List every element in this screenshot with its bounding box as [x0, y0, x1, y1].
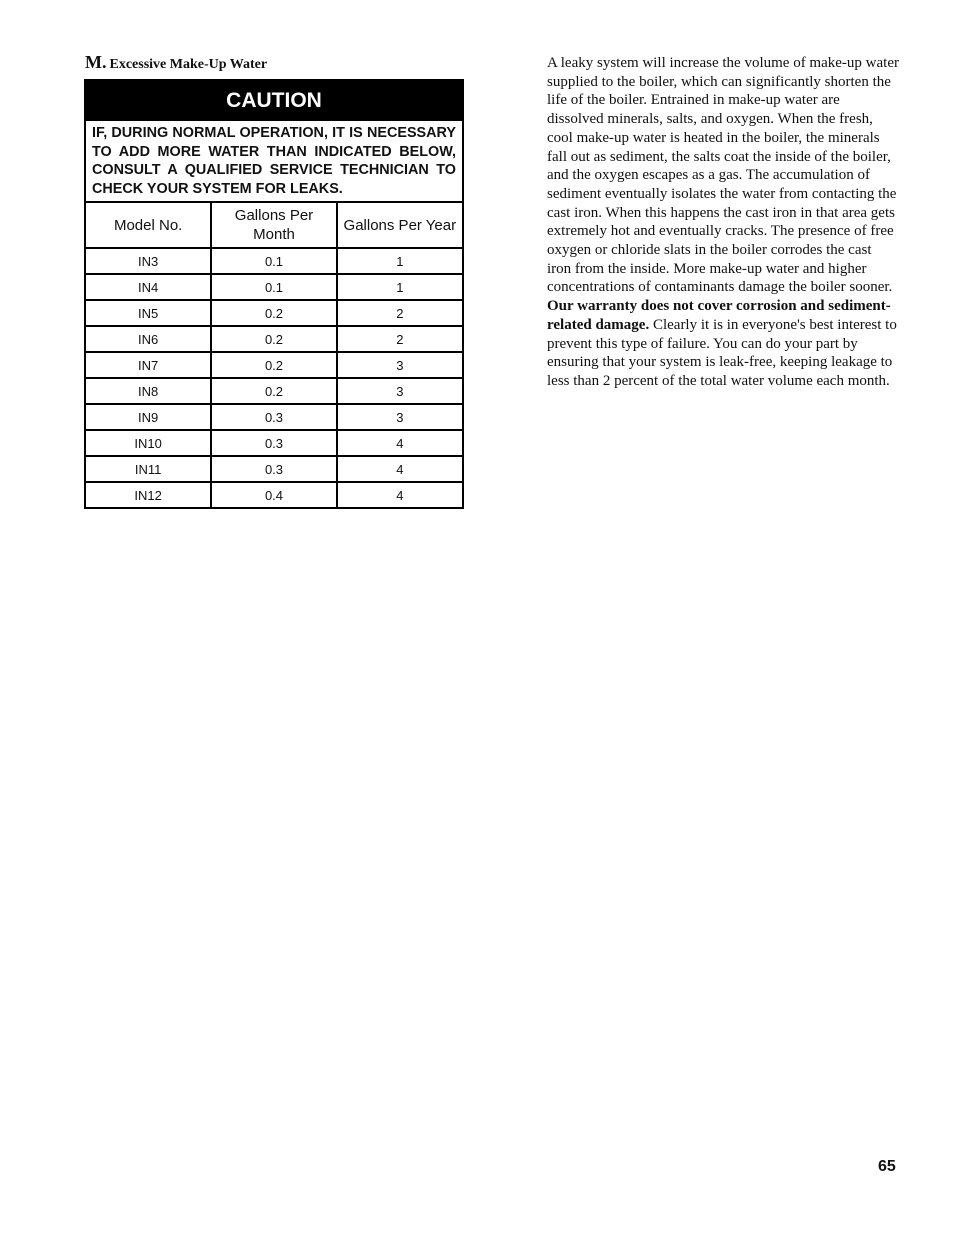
cell-gallons-month: 0.3	[211, 404, 336, 430]
cell-gallons-month: 0.4	[211, 482, 336, 507]
column-header-gallons-month: Gallons Per Month	[211, 203, 336, 248]
cell-gallons-month: 0.2	[211, 300, 336, 326]
cell-gallons-year: 2	[337, 300, 462, 326]
table-row	[86, 300, 462, 326]
table-row	[86, 274, 462, 300]
cell-gallons-year: 4	[396, 487, 404, 503]
body-text-after: Clearly it is in everyone's best interest to prevent this type of failure. You can do your part by ensuring that your system is leak-free, keeping leakage to less than 2 percent of the total water volume each month.	[547, 316, 897, 389]
cell-gallons-month: 0.3	[211, 456, 336, 482]
cell-model: IN4	[86, 274, 211, 300]
cell-gallons-year: 1	[337, 248, 462, 274]
cell-gallons-year: 2	[337, 326, 462, 352]
table-header-row	[86, 203, 462, 248]
makeup-water-table	[86, 203, 462, 507]
cell-gallons-month: 0.2	[211, 378, 336, 404]
cell-gallons-year: 1	[337, 274, 462, 300]
cell-gallons-month: 0.2	[211, 352, 336, 378]
cell-gallons-month: 0.3	[211, 430, 336, 456]
cell-model: IN7	[86, 352, 211, 378]
body-text	[547, 54, 899, 391]
warranty-statement: Our warranty does not cover corrosion and sediment-related damage.	[547, 298, 891, 333]
page-number: 65	[878, 1158, 896, 1175]
cell-model: IN8	[86, 378, 211, 404]
cell-model: IN10	[86, 430, 211, 456]
cell-gallons-month: 0.1	[211, 274, 336, 300]
cell-model: IN11	[86, 456, 211, 482]
cell-gallons-year: 4	[337, 456, 462, 482]
table-row	[86, 404, 462, 430]
table-row	[86, 326, 462, 352]
table-row	[86, 430, 462, 456]
section-heading	[85, 52, 267, 73]
cell-model: IN9	[86, 404, 211, 430]
table-row	[86, 352, 462, 378]
cell-model: IN5	[86, 300, 211, 326]
cell-gallons-year: 3	[337, 378, 462, 404]
cell-model: IN12	[86, 482, 211, 507]
body-text-before: A leaky system will increase the volume of make-up water supplied to the boiler, which can significantly shorten the life of the boiler. Entrained in make-up water are dissolved minerals, salts, and oxygen. When the fresh, cool make-up water is heated in the boiler, the minerals fall out as sediment, the salts coat the inside of the boiler, and the oxygen escapes as a gas. The accumulation of sediment eventually isolates the water from contacting the cast iron. When this happens the cast iron in that area gets extremely hot and eventually cracks. The presence of free oxygen or chloride slats in the boiler corrodes the cast iron from the inside. More make-up water and higher concentrations of contaminants damage the boiler sooner.	[547, 55, 899, 296]
caution-header: CAUTION	[86, 81, 462, 121]
section-letter: M.	[85, 52, 107, 72]
table-row	[86, 248, 462, 274]
cell-gallons-month: 0.2	[211, 326, 336, 352]
caution-box	[84, 79, 464, 509]
cell-gallons-year: 3	[337, 404, 462, 430]
table-body	[86, 248, 462, 507]
section-title: Excessive Make-Up Water	[109, 57, 268, 72]
caution-message: IF, DURING NORMAL OPERATION, IT IS NECESSARY TO ADD MORE WATER THAN INDICATED BELOW, CONSULT A QUALIFIED SERVICE TECHNICIAN TO CHECK YOUR SYSTEM FOR LEAKS.	[86, 121, 462, 203]
cell-gallons-year: 3	[337, 352, 462, 378]
column-header-gallons-year: Gallons Per Year	[337, 203, 462, 248]
body-paragraph	[547, 54, 899, 391]
table-row	[86, 456, 462, 482]
cell-model: IN6	[86, 326, 211, 352]
cell-gallons-year: 4	[337, 430, 462, 456]
table-row	[86, 378, 462, 404]
cell-model: IN3	[86, 248, 211, 274]
column-header-model: Model No.	[86, 203, 211, 248]
cell-gallons-month: 0.1	[211, 248, 336, 274]
table-row	[86, 482, 462, 507]
